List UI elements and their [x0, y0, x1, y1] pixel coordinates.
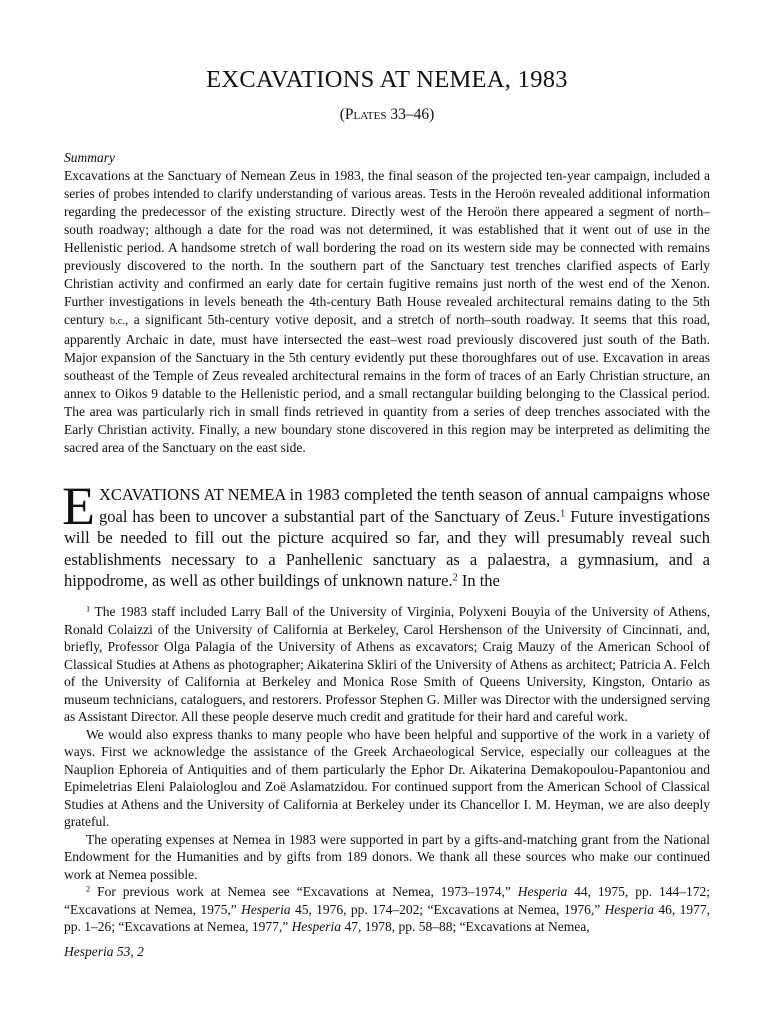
drop-cap: E	[62, 476, 95, 536]
footnote-ref-1: 1	[560, 507, 566, 519]
summary-heading: Summary	[64, 150, 115, 165]
article-title: EXCAVATIONS AT NEMEA, 1983	[206, 66, 568, 93]
footnote-1-paragraph-2: We would also express thanks to many people who have been helpful and supportive of the work in a variety of ways. First we acknowledge the assistance of the Greek Archaeological Service, especially our colleagues at the Nauplion Ephoreia of Antiquities and of them particularly the Ephor Dr. Aikaterina Demakopoulou-Papantoniou and Epimeletrias Eleni Palaiologlou and Zoë Aslamatzidou. For continued support from the American School of Classical Studies at Athens and the University of California at Berkeley under its Chancellor I. M. Heyman, we are also deeply grateful.	[64, 726, 710, 829]
summary-text: Excavations at the Sanctuary of Nemean Zeus in 1983, the final season of the projected ten-year campaign, included a series of probes intended to clarify understanding of various areas. Tests in the Heroön revealed additional information regarding the predecessor of the existing structure. Directly west of the Heroön there appeared a segment of north–south roadway; although a date for the road was not determined, it was established that it went out of use in the Hellenistic period. A handsome stretch of wall bordering the road on its western side may be connected with remains previously discovered to the north. In the southern part of the Sanctuary test trenches clarified aspects of Early Christian activity and confirmed an early date for certain fugitive remains just north of the west end of the Xenon. Further investigations in levels beneath the 4th-century Bath House revealed architectural remains dating to the 5th century b.c., a significant 5th-century votive deposit, and a stretch of north–south roadway. It seems that this road, apparently Archaic in date, must have intersected the east–west road previously discovered just south of the Bath. Major expansion of the Sanctuary in the 5th century evidently put these thoroughfares out of use. Excavation in areas southeast of the Temple of Zeus revealed architectural remains in the form of traces of an Early Christian structure, an annex to Oikos 9 datable to the Hellenistic period, and a small rectangular building belonging to the Classical period. The area was particularly rich in small finds retrieved in quantity from a series of deep trenches associated with the Early Christian activity. Finally, a new boundary stone discovered in this region may be interpreted as delimiting the sacred area of the Sanctuary on the east side.	[64, 168, 710, 455]
body-text: EXCAVATIONS AT NEMEA in 1983 completed the tenth season of annual campaigns whose goal has been to uncover a substantial part of the Sanctuary of Zeus.$^1$ Future investigations will be needed to fill out the picture acquired so far, and they will presumably reveal such establishments necessary to a Panhellenic sanctuary as a palaestra, a gymnasium, and a hippodrome, as well as other buildings of unknown nature.$^2$ In the	[62, 476, 710, 591]
footnote-1: $^1$ The 1983 staff included Larry Ball of the University of Virginia, Polyxeni Bouyia of the University of Athens, Ronald Colaizzi of the University of California at Berkeley, Carol Hershenson of the University of Cincinnati, and, briefly, Professor Olga Palagia of the University of Athens as excavators; Craig Mauzy of the American School of Classical Studies at Athens as photographer; Aikaterina Skliri of the University of Athens as architect; Patricia A. Felch of the University of California at Berkeley and Monica Rose Smith of Queens University, Kingston, Ontario as museum technicians, cataloguers, and restorers. Professor Stephen G. Miller was Director with the undersigned serving as Assistant Director. All these people deserve much credit and gratitude for their hard and careful work.	[64, 604, 710, 724]
footnote-1-paragraph-3: The operating expenses at Nemea in 1983 were supported in part by a gifts-and-matching grant from the National Endowment for the Humanities and by gifts from 189 donors. We thank all these sources who make our continued work at Nemea possible.	[64, 831, 710, 882]
plates-reference: (Plates 33–46)	[339, 106, 435, 123]
footnote-ref-2: 2	[452, 572, 458, 584]
footnotes	[64, 603, 710, 936]
journal-footer: Hesperia 53, 2	[64, 944, 144, 959]
footnote-2: $^2$ For previous work at Nemea see “Excavations at Nemea, 1973–1974,” Hesperia 44, 1975, pp. 144–172; “Excavations at Nemea, 1975,” Hesperia 45, 1976, pp. 174–202; “Excavations at Nemea, 1976,” Hesperia 46, 1977, pp. 1–26; “Excavations at Nemea, 1977,” Hesperia 47, 1978, pp. 58–88; “Excavations at Nemea,	[64, 884, 711, 934]
